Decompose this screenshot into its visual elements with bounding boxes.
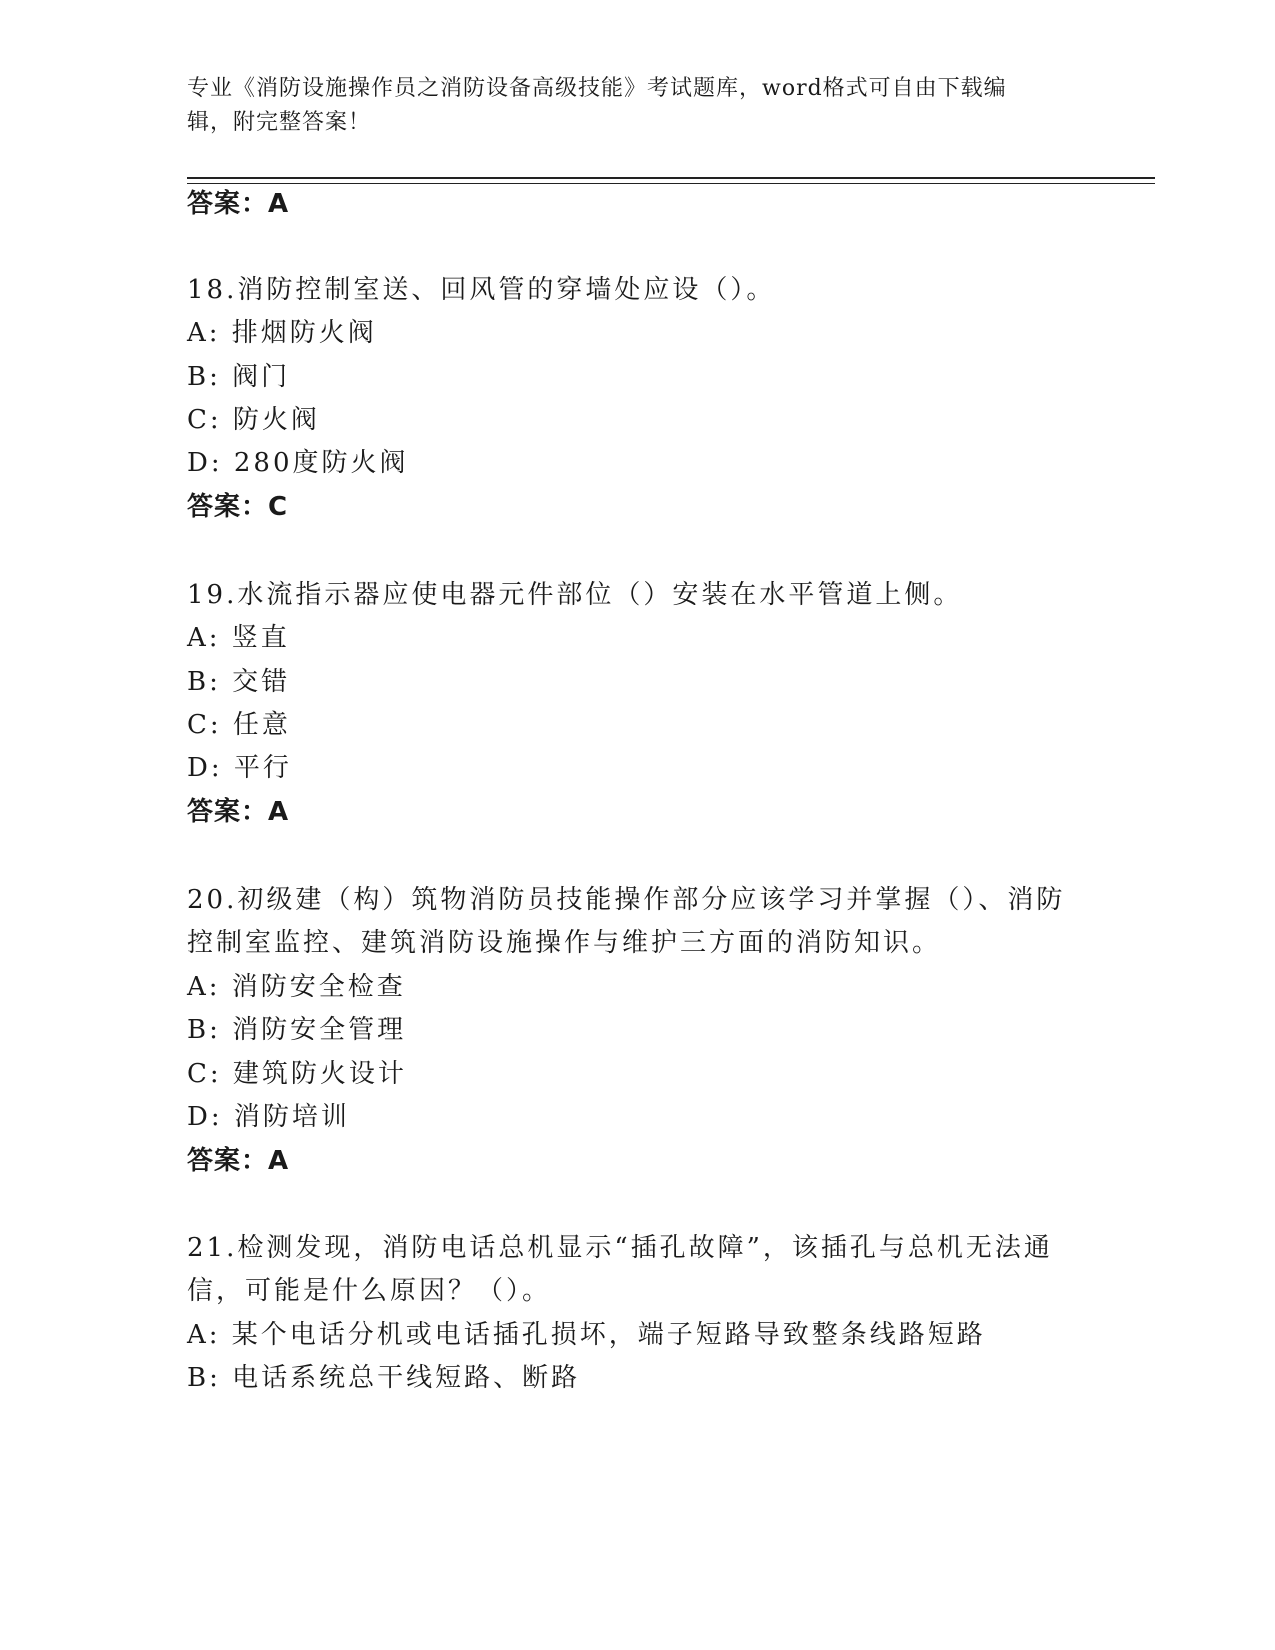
question-18: 18.消防控制室送、回风管的穿墙处应设（）。 bbox=[187, 275, 776, 305]
q20-option-a: A: 消防安全检查 bbox=[187, 972, 406, 1002]
question-19: 19.水流指示器应使电器元件部位（）安装在水平管道上侧。 bbox=[187, 580, 963, 610]
question-21-line-2: 信，可能是什么原因？（）。 bbox=[187, 1276, 552, 1306]
q19-option-a: A: 竖直 bbox=[187, 623, 290, 653]
question-20-line-2: 控制室监控、建筑消防设施操作与维护三方面的消防知识。 bbox=[187, 928, 942, 958]
q19-option-b: B: 交错 bbox=[187, 667, 291, 697]
answer-20: 答案：A bbox=[187, 1146, 290, 1176]
question-20-line-1: 20.初级建（构）筑物消防员技能操作部分应该学习并掌握（）、消防 bbox=[187, 885, 1066, 915]
q20-option-d: D: 消防培训 bbox=[187, 1102, 350, 1132]
q19-option-c: C: 任意 bbox=[187, 710, 291, 740]
header-divider-thick bbox=[187, 177, 1155, 179]
q18-option-c: C: 防火阀 bbox=[187, 405, 320, 435]
q21-option-a: A: 某个电话分机或电话插孔损坏，端子短路导致整条线路短路 bbox=[187, 1320, 986, 1350]
document-header bbox=[187, 72, 1067, 140]
header-line-2: 辑，附完整答案！ bbox=[187, 110, 372, 135]
q20-option-b: B: 消防安全管理 bbox=[187, 1015, 407, 1045]
header-divider-thin bbox=[187, 183, 1155, 184]
q18-option-b: B: 阀门 bbox=[187, 362, 291, 392]
answer-17: 答案：A bbox=[187, 189, 290, 219]
q19-option-d: D: 平行 bbox=[187, 753, 292, 783]
q18-option-a: A: 排烟防火阀 bbox=[187, 318, 377, 348]
answer-18: 答案：C bbox=[187, 492, 289, 522]
header-line-1: 专业《消防设施操作员之消防设备高级技能》考试题库，word格式可自由下载编 bbox=[187, 76, 1007, 101]
question-21-line-1: 21.检测发现，消防电话总机显示“插孔故障”，该插孔与总机无法通 bbox=[187, 1233, 1053, 1263]
q21-option-b: B: 电话系统总干线短路、断路 bbox=[187, 1363, 581, 1393]
answer-19: 答案：A bbox=[187, 797, 290, 827]
q20-option-c: C: 建筑防火设计 bbox=[187, 1059, 407, 1089]
q18-option-d: D: 280度防火阀 bbox=[187, 448, 409, 478]
